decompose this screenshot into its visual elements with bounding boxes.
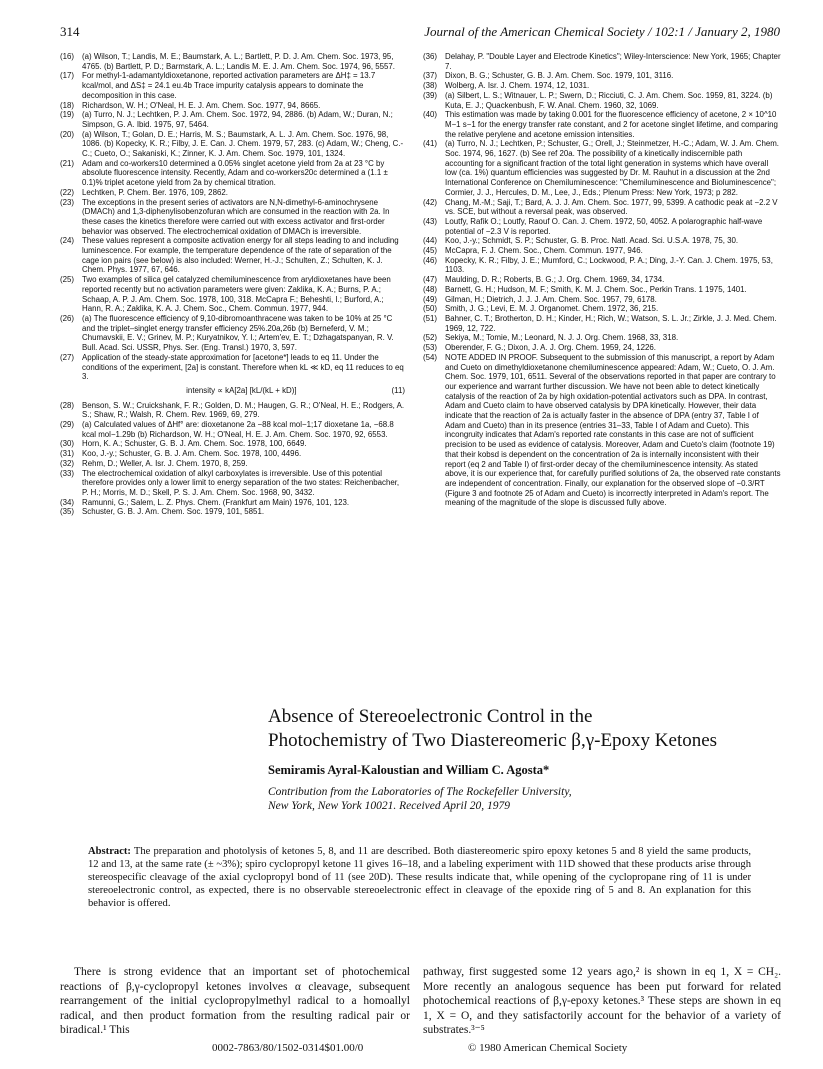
reference-number: (33) [60,468,75,478]
reference-item [60,101,405,111]
title-line-2: Photochemistry of Two Diastereomeric β,γ-Epoxy Ketones [268,730,718,751]
reference-text: McCapra, F. J. Chem. Soc., Chem. Commun. 1977, 946. [445,246,643,256]
reference-text: (a) Calculated values of ΔHf° are: dioxetanone 2a −88 kcal mol−1;17 dioxetane 1a, −68.8 kcal mol−1.29b (b) Richardson, W. H.; O'Neal, H. E. J. Am. Chem. Soc. 1970, 92, 6553. [82,420,394,439]
abstract [88,845,751,910]
reference-item [423,52,781,71]
reference-text: Loutfy, Rafik O.; Loutfy, Raouf O. Can. J. Chem. 1972, 50, 4052. A polarographic half-wave potential of −2.3 V is reported. [445,216,763,236]
reference-item [60,198,405,237]
reference-item [423,295,781,305]
reference-number: (43) [423,216,438,226]
authors: Semiramis Ayral-Kaloustian and William C. Agosta* [268,763,550,777]
reference-number: (42) [423,197,438,207]
reference-number: (26) [60,313,75,323]
reference-text: Bahner, C. T.; Brotherton, D. H.; Kinder, H.; Rich, W.; Watson, S. L. Jr.; Zirkle, J. J. Med. Chem. 1969, 12, 722. [445,313,777,333]
article-title [268,705,717,753]
reference-text: (a) Turro, N. J.; Lechtken, P. J. Am. Chem. Soc. 1972, 94, 2886. (b) Adam, W.; Duran, N.; Simpson, G. A. Ibid. 1975, 97, 5464. [82,110,393,129]
reference-number: (34) [60,497,75,507]
reference-text: This estimation was made by taking 0.001 for the fluorescence efficiency of acetone, 2 × 10^10 M−1 s−1 for the energy transfer rate constant, and 2 for acetone singlet lifetime, and comparing the relative perylene and acetone emission intensities. [445,110,778,139]
reference-item [60,507,405,517]
reference-text: Wolberg, A. Isr. J. Chem. 1974, 12, 1031. [445,81,590,91]
affiliation [268,785,788,813]
reference-text: Dixon, B. G.; Schuster, G. B. J. Am. Chem. Soc. 1979, 101, 3116. [445,71,674,81]
reference-item [423,71,781,81]
reference-number: (40) [423,110,438,120]
reference-number: (24) [60,236,75,246]
reference-number: (36) [423,52,438,61]
reference-text: Smith, J. G.; Levi, E. M. J. Organomet. Chem. 1972, 36, 215. [445,304,659,314]
reference-number: (38) [423,81,438,91]
reference-text: These values represent a composite activation energy for all steps leading to and including luminescence. For example, the temperature dependence of the rate of separation of the cage ion pairs (see below) is also included: Werner, H.-J.; Schulten, Z.; Schulten, K. J. Chem. Phys. 1977, 67, 646. [82,236,399,275]
reference-number: (31) [60,449,75,459]
reference-number: (50) [423,304,438,314]
reference-text: The exceptions in the present series of activators are N,N-dimethyl-6-aminochrysene (DMACh) and 1,3-diphenylisobenzofuran which are consumed in the reaction with 2a. In these cases the kinetics therefore were carried out with excess activator and first-order behavior was observed. The electrochemical oxidation of DMACh is irreversible. [82,197,390,236]
reference-text: Chang, M.-M.; Saji, T.; Bard, A. J. J. Am. Chem. Soc. 1977, 99, 5399. A cathodic peak at −2.2 V vs. SCE, but without a reversal peak, was observed. [445,197,778,217]
reference-item [60,314,405,353]
reference-text: (a) Turro, N. J.; Lechtken, P.; Schuster, G.; Orell, J.; Steinmetzer, H.-C.; Adam, W. J. Am. Chem. Soc. 1974, 96, 1627. (b) See ref 20a. The possibility of a kinetically indiscernible path accounting for a significant fraction of the total light generation in systems which have overall low (ca. 1%) quantum efficiencies was suggested by Dr. M. Rauhut in a discussion at the 2nd International Conference on Chemiluminescence: "Chemiluminescence and Bioluminescence"; Cormier, J. J., Hercules, D. M., Lee, J., Eds.; Plenum Press: New York, 1973; p 282. [445,139,779,197]
reference-text: Kopecky, K. R.; Filby, J. E.; Mumford, C.; Lockwood, P. A.; Ding, J.-Y. Can. J. Chem. 1975, 53, 1103. [445,255,773,275]
reference-text: The electrochemical oxidation of alkyl carboxylates is irreversible. Use of this potential therefore provides only a lower limit to energy separation of the two states: Reichenbacher, P. H.; Morris, M. D.; Skell, P. S. J. Am. Chem. Soc. 1968, 90, 3432. [82,468,400,497]
equation-11 [60,386,405,396]
reference-item [423,256,781,275]
reference-item [60,275,405,314]
journal-citation: Journal of the American Chemical Society / 102:1 / January 2, 1980 [424,24,780,39]
reference-number: (27) [60,352,75,362]
abstract-text: The preparation and photolysis of ketones 5, 8, and 11 are described. Both diastereomeric spiro epoxy ketones 5 and 8 yield the same products, 12 and 13, at the same rate (± ~3%); spiro cyclopropyl ketone 11 gives 16–18, and a labeling experiment with 11D showed that these products arise through stereospecific cleavage of the axial cyclopropyl bond of 11 (see 20D). These results indicate that, while opening of the cyclopropane ring of 11 is under stereoelectronic control, as expected, there is no observable stereoelectronic effect in cleavage of the epoxide ring of 5 and 8. An explanation for this behavior is offered. [88,846,751,909]
reference-text: (a) The fluorescence efficiency of 9,10-dibromoanthracene was taken to be 10% at 25 °C and the triplet–singlet energy transfer efficiency 25%.20a,26b (b) Berneferd, V. M.; Chumavskii, E. V.; Grinev, M. P.; Kuryatnikov, Y. I.; Artem'ev, E. T.; Dzhagatspanyan, R. V. Bull. Acad. Sci. USSR, Phys. Ser. (Eng. Transl.) 1970, 3, 597. [82,313,394,353]
equation-number: (11) [391,385,405,395]
equation-expression: intensity ∝ kA[2a] [kL/(kL + kD)] [186,385,297,395]
reference-number: (25) [60,275,75,285]
reference-item [423,314,781,333]
reference-text: (a) Wilson, T.; Golan, D. E.; Harris, M. S.; Baumstark, A. L. J. Am. Chem. Soc. 1976, 98, 1086. (b) Kopecky, K. R.; Filby, J. E. Can. J. Chem. 1979, 57, 283. (c) Adam, W.; Cheng, C.-C.; Cueto, O.; Sakaniski, K.; Zinner, K. J. Am. Chem. Soc. 1979, 101, 1324. [82,129,404,159]
reference-text: NOTE ADDED IN PROOF. Subsequent to the submission of this manuscript, a report by Adam and Cueto on dimethyldioxetanone chemiluminescence appeared: Adam, W.; Cueto, O. J. Am. Chem. Soc. 1979, 101, 6511. Several of the observations reported in that paper are contrary to our experience and warrant further discussion. We have not been able to detect kinetically catalysis of the reaction of 2a by high oxidation-potential activators such as DPA. In contrast, Adam and Cueto claim to have observed catalysis by DPA kinetically. However, their data indicate that the reaction of 2a is actually faster in the absence of DPA (entry 37, Table I of Adam and Cueto) than in its presence (entries 31–33, Table I of Adam and Cueto). This incongruity indicates that Adam's reported rate constants in this case are not of sufficient precision to be used as evidence of catalysis. Moreover, Adam and Cueto's claim (footnote 19) that their kobsd is dependent on the concentration of 2a is internally inconsistent with their report (eq 2 and Table I) of first-order decay of the chemiluminescence intensity. As stated above, it is our experience that, for carefully purified solutions of 2a, the observed rate constants are independent of concentration. Finally, our explanation for the observed slope of −0.3/RT (Figure 3 and footnote 25 of Adam and Cueto) is incorrectly interpreted in Adam's report. The meaning of the magnitude of the slope is discussed fully above. [445,352,781,508]
reference-item [60,401,405,420]
reference-number: (52) [423,333,438,343]
reference-text: Gilman, H.; Dietrich, J. J. J. Am. Chem. Soc. 1957, 79, 6178. [445,294,657,304]
reference-number: (54) [423,352,438,362]
running-header [60,24,780,44]
reference-item [60,110,405,129]
reference-item [423,217,781,236]
reference-text: (a) Silbert, L. S.; Witnauer, L. P.; Swern, D.; Ricciuti, C. J. Am. Chem. Soc. 1959, 81, 3224. (b) Kuta, E. J.; Quackenbush, F. W. Anal. Chem. 1960, 32, 1069. [445,90,773,110]
reference-text: Horn, K. A.; Schuster, G. B. J. Am. Chem. Soc. 1978, 100, 6649. [82,439,307,449]
reference-item [423,236,781,246]
reference-number: (23) [60,197,75,207]
reference-text: Richardson, W. H.; O'Neal, H. E. J. Am. Chem. Soc. 1977, 94, 8665. [82,100,321,110]
reference-number: (18) [60,100,75,110]
reference-text: Koo, J.-y.; Schuster, G. B. J. Am. Chem. Soc. 1978, 100, 4496. [82,449,302,459]
reference-item [423,275,781,285]
reference-item [60,498,405,508]
reference-item [60,449,405,459]
reference-item [423,81,781,91]
reference-item [60,71,405,100]
reference-item [423,110,781,139]
reference-number: (29) [60,420,75,430]
reference-text: Two examples of silica gel catalyzed chemiluminescence from aryldioxetanes have been reported recently but no activation parameters were given: Zaklika, K. A.; Burns, P. A.; Schaap, A. P. J. Am. Chem. Soc. 1978, 100, 318. McCapra F.; Beheshti, I.; Burford, A.; Hann, R. A.; Zaklika, K. A. J. Chem. Soc., Chem. Commun. 1977, 944. [82,275,391,314]
reference-item [423,139,781,197]
reference-number: (51) [423,313,438,323]
reference-text: Maulding, D. R.; Roberts, B. G.; J. Org. Chem. 1969, 34, 1734. [445,275,665,285]
reference-number: (45) [423,246,438,256]
reference-number: (19) [60,110,75,120]
reference-text: (a) Wilson, T.; Landis, M. E.; Baumstark, A. L.; Bartlett, P. D. J. Am. Chem. Soc. 1973, 95, 4765. (b) Bartlett, P. D.; Barmstark, A. L.; Landis M. E. J. Am. Chem. Soc. 1974, 96, 5557. [82,52,395,71]
reference-number: (20) [60,129,75,139]
abstract-label: Abstract: [88,846,131,857]
reference-item [60,439,405,449]
reference-number: (49) [423,294,438,304]
references-left-column [60,52,405,517]
reference-item [60,353,405,382]
reference-item [60,188,405,198]
reference-number: (44) [423,236,438,246]
reference-text: Lechtken, P. Chem. Ber. 1976, 109, 2862. [82,187,228,197]
reference-item [423,198,781,217]
affiliation-line-2: New York, New York 10021. Received April 20, 1979 [268,800,511,812]
reference-number: (41) [423,139,438,149]
reference-item [60,130,405,159]
reference-item [423,343,781,353]
reference-item [60,52,405,71]
reference-number: (22) [60,187,75,197]
reference-item [60,459,405,469]
reference-text: Benson, S. W.; Cruickshank, F. R.; Golden, D. M.; Haugen, G. R.; O'Neal, H. E.; Rodgers, A. S.; Shaw, R.; Walsh, R. Chem. Rev. 1969, 69, 279. [82,400,405,420]
reference-text: Adam and co-workers10 determined a 0.05% singlet acetone yield from 2a at 23 °C by absolute fluorescence intensity. Recently, Adam and co-workers20c determined a (1.1 ± 0.1)% triplet acetone yield from 2a by chemical titration. [82,158,388,188]
reference-number: (46) [423,255,438,265]
reference-item [60,420,405,439]
reference-text: Rehm, D.; Weller, A. Isr. J. Chem. 1970, 8, 259. [82,458,248,468]
reference-text: Barnett, G. H.; Hudson, M. F.; Smith, K. M. J. Chem. Soc., Perkin Trans. 1 1975, 1401. [445,284,747,294]
reference-number: (30) [60,439,75,449]
reference-number: (47) [423,275,438,285]
reference-item [423,246,781,256]
reference-number: (16) [60,52,75,61]
affiliation-line-1: Contribution from the Laboratories of The Rockefeller University, [268,786,572,798]
copyright: © 1980 American Chemical Society [468,1042,628,1054]
reference-number: (32) [60,458,75,468]
reference-text: Ramunni, G.; Salem, L. Z. Phys. Chem. (Frankfurt am Main) 1976, 101, 123. [82,497,350,507]
body-text-left: There is strong evidence that an important set of photochemical reactions of β,γ-cyclopropyl ketones involves α cleavage, subsequent rearrangement of the initial cyclopropylmethyl radical to a homoallyl radical, and then product formation from the resulting radical pair or biradical.¹ This [60,966,410,1036]
page-number: 314 [60,24,80,39]
reference-text: Koo, J.-y.; Schmidt, S. P.; Schuster, G. B. Proc. Natl. Acad. Sci. U.S.A. 1978, 75, 30. [445,236,739,246]
reference-number: (48) [423,284,438,294]
reference-item [423,333,781,343]
reference-item [423,353,781,508]
reference-text: For methyl-1-adamantyldioxetanone, reported activation parameters are ΔH‡ = 13.7 kcal/mol, and ΔS‡ = 24.1 eu.4b Trace impurity catalysis appears to dominate the decomposition in this case. [82,71,376,100]
reference-number: (35) [60,507,75,517]
reference-number: (21) [60,158,75,168]
reference-text: Sekiya, M.; Tomie, M.; Leonard, N. J. J. Org. Chem. 1968, 33, 318. [445,333,679,343]
reference-number: (53) [423,343,438,353]
reference-item [423,304,781,314]
reference-text: Application of the steady-state approximation for [acetone*] leads to eq 11. Under the conditions of the experiment, [2a] is constant. Therefore when kL ≪ kD, eq 11 reduces to eq 3. [82,352,404,382]
reference-item [60,159,405,188]
body-text-right: pathway, first suggested some 12 years ago,² is shown in eq 1, X = CH₂. More recently an analogous sequence has been put forward for related photochemical reactions of β,γ-epoxy ketones.³ These steps are shown in eq 1, X = O, and they satisfactorily account for the behavior of a variety of substrates.³⁻⁵ [423,966,781,1036]
reference-item [60,469,405,498]
references-right-column [423,52,781,508]
title-line-1: Absence of Stereoelectronic Control in the [268,706,593,727]
reference-text: Schuster, G. B. J. Am. Chem. Soc. 1979, 101, 5851. [82,507,265,517]
reference-text: Delahay, P. "Double Layer and Electrode Kinetics"; Wiley-Interscience: New York, 1965; Chapter 7. [445,52,781,71]
reference-number: (28) [60,400,75,410]
reference-item [60,236,405,275]
reference-number: (39) [423,90,438,100]
reference-number: (37) [423,71,438,81]
reference-text: Oberender, F. G.; Dixon, J. A. J. Org. Chem. 1959, 24, 1226. [445,343,656,353]
reference-item [423,285,781,295]
reference-number: (17) [60,71,75,81]
article-code: 0002-7863/80/1502-0314$01.00/0 [212,1042,364,1054]
reference-item [423,91,781,110]
